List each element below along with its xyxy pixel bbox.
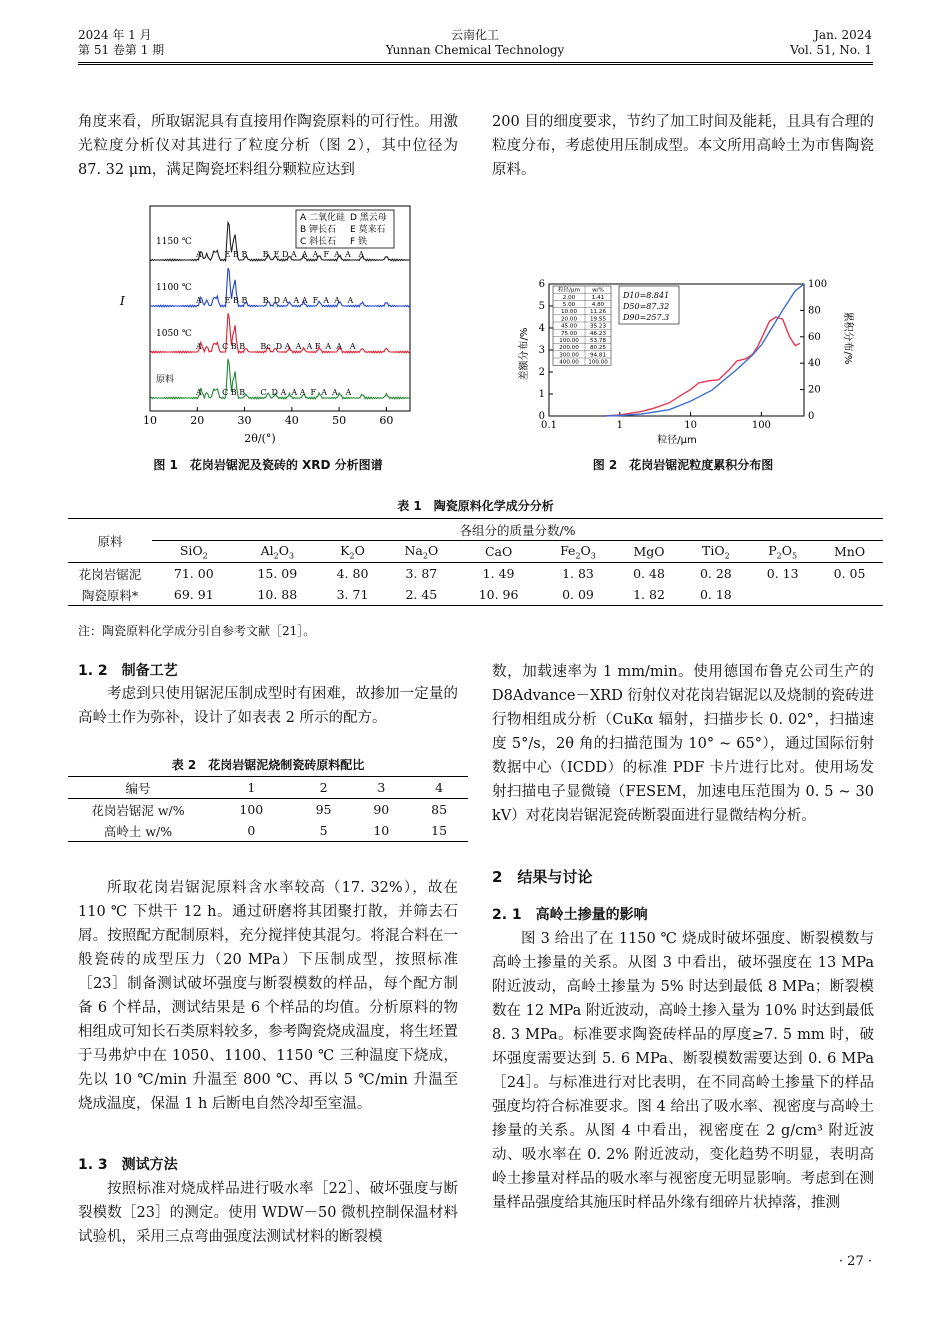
- header-left: [78, 28, 164, 58]
- legend-e: E 莫来石: [350, 225, 386, 235]
- d10-value: D10=8.841: [623, 291, 670, 300]
- table2-cell: 高岭土 w/%: [103, 823, 173, 839]
- xrd-xtick-label: 10: [143, 414, 157, 427]
- table-2-title: 表 2 花岗岩锯泥烧制瓷砖原料配比: [171, 758, 365, 772]
- xrd-xtick-label: 50: [332, 414, 347, 427]
- inset-cell: 粒径/μm: [557, 287, 581, 294]
- left-paragraph-2: 所取花岗岩锯泥原料含水率较高（17. 32%），故在 110 ℃ 下烘干 12 h。通过研磨将其团聚打散，并筛去石屑。按照配方配制原料，充分搅拌使其混匀。将混合料在一般瓷砖的成型压力（20 MPa）下压制成型，按照标准［23］制备测试破坏强度与断裂模数的样品，每个配方制备 6 个样品，测试结果是 6 个样品的均值。分析原料的物相组成可知长石类原料较多，参考陶瓷烧成温度，将生坯置于马弗炉中在 1050、1100、1150 ℃ 三种温度下烧成，先以 10 ℃/min 升温至 800 ℃、再以 5 ℃/min 升温至烧成温度，保温 1 h 后断电自然冷却至室温。: [78, 880, 458, 1112]
- d90-value: D90=257.3: [623, 313, 670, 322]
- table1-row: [68, 563, 883, 585]
- psd-ytick-right-label: 100: [808, 279, 828, 290]
- table1-row: [68, 584, 883, 606]
- psd-xtick-label: 0.1: [541, 420, 557, 431]
- table2-cell: 15: [431, 823, 448, 838]
- journal-title-en: Yunnan Chemical Technology: [385, 43, 565, 57]
- psd-ytick-right-label: 80: [808, 305, 821, 317]
- table1-cell: 10. 96: [478, 587, 519, 602]
- xrd-x-ticks: [143, 407, 393, 427]
- table1-column-header-row: [68, 541, 883, 563]
- inset-cell: 300.00: [559, 352, 579, 359]
- table1-column-header: CaO: [457, 541, 541, 563]
- table1-row-name: 花岗岩锯泥: [78, 566, 142, 582]
- inset-cell: 2.00: [562, 294, 576, 301]
- table1-cell: 1. 82: [633, 587, 665, 602]
- psd-inset-table: [553, 286, 611, 366]
- xrd-xtick-label: 40: [284, 414, 299, 427]
- table2-cell: 2: [295, 777, 353, 799]
- table2-cell: 10: [373, 823, 390, 838]
- header-right: [790, 28, 872, 58]
- table1-cell: 0. 18: [699, 587, 732, 602]
- legend-f: F 铁: [350, 237, 368, 247]
- table-1-note: 注：陶瓷原料化学成分引自参考文献［21］。: [78, 624, 316, 638]
- inset-cell: 11.26: [589, 309, 607, 316]
- psd-ytick-left-label: 4: [538, 323, 545, 334]
- table1-cell: 69. 91: [173, 587, 214, 602]
- table1-cell: 10. 88: [257, 587, 298, 602]
- inset-cell: w/%: [592, 287, 604, 294]
- header-center: [325, 28, 625, 58]
- table1-cell: [749, 584, 816, 606]
- xrd-legend: [296, 210, 394, 248]
- xrd-peak-labels: A E B B B E D A A A F A A A: [196, 250, 365, 259]
- psd-ytick-right-label: 40: [808, 358, 821, 370]
- inset-cell: 45.00: [560, 323, 578, 330]
- table2-cell: 3: [352, 777, 410, 799]
- section-1-3-heading: 1. 3 测试方法: [78, 1157, 178, 1173]
- table2-cell: 100: [239, 802, 264, 817]
- table1-column-header: $Al_2O_3$: [236, 541, 320, 563]
- psd-ytick-left-label: 5: [538, 301, 545, 312]
- figure-2-caption: 图 2 花岗岩锯泥粒度累积分布图: [592, 458, 774, 472]
- psd-ylabel-right: 累积分布/%: [842, 311, 853, 365]
- table1-column-header: $Na_2O$: [386, 541, 457, 563]
- inset-cell: 46.23: [589, 330, 607, 337]
- table2-row: [68, 799, 468, 821]
- table1-cell: 0. 48: [633, 566, 665, 581]
- table2-cell: 4: [410, 777, 468, 799]
- xrd-peak-labels: A C B B Bc D A A A F A A A: [196, 342, 356, 351]
- xrd-xlabel: 2θ/(°): [244, 432, 276, 445]
- header-rule: [78, 62, 873, 63]
- table2-cell: 1: [208, 777, 295, 799]
- table2-cell: 90: [373, 802, 390, 817]
- intro-left-paragraph: 角度来看，所取锯泥具有直接用作陶瓷原料的可行性。用激光粒度分析仪对其进行了粒度分析（图 2），其中位径为 87. 32 μm，满足陶瓷坯料组分颗粒应达到: [78, 114, 458, 178]
- inset-cell: 20.00: [560, 316, 578, 323]
- psd-ytick-left-label: 1: [538, 389, 545, 400]
- right-paragraph-1: 数，加载速率为 1 mm/min。使用德国布鲁克公司生产的 D8Advance－XRD 衍射仪对花岗岩锯泥以及烧制的瓷砖进行物相组成分析（CuKα 辐射，扫描步长 0. 02°，扫描速度 5°/s，2θ 角的扫描范围为 10° ~ 65°），通过国际衍射数据中心（ICDD）的标准 PDF 卡片进行比对。使用场发射扫描电子显微镜（FESEM，加速电压范围为 0. 5 ~ 30 kV）对花岗岩锯泥瓷砖断裂面进行显微结构分析。: [492, 664, 874, 824]
- table2-cell: 编号: [68, 777, 208, 799]
- table1-column-header: $Fe_2O_3$: [540, 541, 615, 563]
- psd-ytick-left-label: 6: [538, 279, 545, 290]
- table1-row-name: 陶瓷原料*: [81, 587, 139, 603]
- table1-cell: 1. 49: [482, 566, 515, 581]
- psd-ytick-left-label: 3: [538, 345, 545, 356]
- xrd-trace-label: 1100 ℃: [156, 283, 192, 293]
- figure-2-particle-size: [515, 278, 865, 448]
- inset-cell: 75.00: [560, 330, 578, 337]
- table2-cell: 5: [319, 823, 328, 838]
- section-2-1-paragraph: 图 3 给出了在 1150 ℃ 烧成时破坏强度、断裂模数与高岭土掺量的关系。从图 3 中看出，破坏强度在 13 MPa 附近波动，高岭土掺量为 5% 时达到最低 8 MPa；断裂模数在 12 MPa 附近波动，高岭土掺入量为 10% 时达到最低 8. 3 MPa。标准要求陶瓷砖样品的厚度≥7. 5 mm 时，破坏强度需要达到 5. 6 MPa、断裂模数需要达到 0. 6 MPa［24］。与标准进行对比表明，在不同高岭土掺量下的样品强度均符合标准要求。图 4 给出了吸水率、视密度与高岭土掺量的关系。从图 4 中看出，视密度在 2 g/cm³ 附近波动、吸水率在 0. 2% 附近波动，变化趋势不明显，表明高岭土掺量对样品的吸水率与视密度无明显影响。考虑到在测量样品强度给其施压时样品外缘有细碎片状掉落，推测: [492, 931, 874, 1211]
- inset-cell: 53.78: [589, 338, 607, 344]
- inset-cell: 10.00: [560, 309, 578, 316]
- xrd-trace-label: 原料: [156, 375, 175, 385]
- psd-ytick-left-label: 2: [538, 367, 545, 378]
- table1-cell: 1. 83: [562, 566, 594, 581]
- header-volume-en: Vol. 51, No. 1: [790, 43, 872, 57]
- inset-cell: 5.00: [562, 302, 576, 308]
- inset-cell: 100.00: [559, 338, 579, 344]
- table2-cell: 95: [315, 802, 332, 817]
- legend-b: B 钾长石: [300, 225, 337, 235]
- psd-ytick-right-label: 20: [808, 384, 821, 396]
- journal-title-cn: 云南化工: [450, 28, 499, 42]
- inset-cell: 80.25: [589, 345, 607, 352]
- table1-column-header: $K_2O$: [319, 541, 386, 563]
- inset-cell: 1.41: [591, 294, 605, 301]
- section-1-3-paragraph: 按照标准对烧成样品进行吸水率［22］、破坏强度与断裂模数［23］的测定。使用 WDW－50 微机控制保温材料试验机，采用三点弯曲强度法测试材料的断裂模: [78, 1181, 458, 1245]
- header-date: 2024 年 1 月: [78, 28, 152, 42]
- header-volume: 第 51 卷第 1 期: [78, 43, 165, 57]
- inset-cell: 4.80: [591, 302, 605, 308]
- header-rule-2: [78, 64, 873, 65]
- psd-ytick-left-label: 0: [538, 411, 545, 422]
- xrd-xtick-label: 30: [237, 414, 252, 427]
- table1-cell: [816, 584, 883, 606]
- table2-cell: 花岗岩锯泥 w/%: [91, 802, 185, 818]
- table1-cell: 3. 71: [336, 587, 369, 602]
- xrd-trace-label: 1050 ℃: [156, 329, 192, 339]
- xrd-xtick-label: 60: [379, 414, 394, 427]
- table1-cell: 4. 80: [336, 566, 369, 581]
- table1-cell: 15. 09: [257, 566, 298, 581]
- legend-c: C 斜长石: [300, 237, 337, 247]
- inset-cell: 400.00: [559, 359, 579, 366]
- table1-row-header: 原料: [68, 519, 152, 563]
- xrd-xtick-label: 20: [190, 414, 205, 427]
- psd-xtick-label: 10: [684, 420, 697, 431]
- table2-row: [68, 820, 468, 842]
- table1-cell: 71. 00: [173, 566, 214, 581]
- table-2: [68, 776, 468, 842]
- table1-column-header: MnO: [816, 541, 883, 563]
- inset-cell: 19.55: [589, 316, 607, 323]
- xrd-traces: [150, 223, 410, 399]
- inset-cell: 200.00: [559, 345, 579, 352]
- psd-xlabel: 粒径/μm: [657, 435, 697, 446]
- figure-1-caption: 图 1 花岗岩锯泥及瓷砖的 XRD 分析图谱: [153, 458, 383, 472]
- table1-cell: 3. 87: [405, 566, 438, 581]
- psd-chart: [515, 278, 865, 448]
- inset-cell: 35.23: [589, 323, 607, 330]
- table1-cell: 2. 45: [405, 587, 438, 602]
- section-2-heading: 2 结果与讨论: [492, 868, 593, 886]
- legend-d: D 黑云母: [350, 213, 387, 223]
- inset-cell: 100.00: [588, 359, 608, 366]
- section-2-1-heading: 2. 1 高岭土掺量的影响: [492, 907, 648, 923]
- table-1-title: 表 1 陶瓷原料化学成分分析: [397, 499, 554, 513]
- page-number: · 27 ·: [838, 1254, 872, 1269]
- table2-cell: 85: [431, 802, 448, 817]
- xrd-peak-labels: A C B B C D A A A F A A A: [196, 388, 352, 397]
- inset-cell: 94.81: [589, 352, 607, 359]
- figure-1-xrd: [100, 200, 420, 450]
- table1-column-header: MgO: [616, 541, 683, 563]
- psd-xtick-label: 1: [616, 420, 623, 431]
- xrd-chart: [100, 200, 420, 450]
- legend-a: A 二氧化硅: [300, 213, 346, 223]
- psd-xtick-label: 100: [751, 420, 771, 431]
- section-1-2-paragraph: 考虑到只使用锯泥压制成型时有困难，故掺加一定量的高岭土作为弥补，设计了如表表 2 所示的配方。: [78, 686, 458, 726]
- psd-d-values: [619, 286, 679, 324]
- header-date-en: Jan. 2024: [814, 28, 872, 42]
- psd-ytick-right-label: 60: [808, 331, 821, 343]
- psd-ylabel-left: 差额分布/%: [519, 327, 530, 381]
- xrd-peak-labels: A E B B B D A A A F A A A: [196, 296, 354, 305]
- table1-cell: 0. 05: [833, 566, 866, 581]
- intro-right-paragraph: 200 目的细度要求，节约了加工时间及能耗，且具有合理的粒度分布，考虑使用压制成型。本文所用高岭土为市售陶瓷原料。: [492, 114, 874, 178]
- table-1: [68, 518, 883, 606]
- xrd-ylabel: I: [120, 294, 125, 308]
- psd-series-line: [604, 317, 800, 416]
- table1-cell: 0. 28: [699, 566, 732, 581]
- section-1-2-heading: 1. 2 制备工艺: [78, 663, 178, 679]
- table1-column-header: SiO$_2$: [152, 541, 236, 563]
- table1-cell: 0. 13: [766, 566, 799, 581]
- psd-ytick-right-label: 0: [808, 411, 815, 422]
- table2-header-row: [68, 777, 468, 799]
- d50-value: D50=87.32: [623, 302, 670, 311]
- table2-cell: 0: [247, 823, 256, 838]
- xrd-trace-label: 1150 ℃: [156, 237, 192, 247]
- table1-column-header: TiO$_2$: [682, 541, 749, 563]
- table1-column-header: $P_2O_5$: [749, 541, 816, 563]
- table1-span-header: 各组分的质量分数/%: [152, 519, 883, 541]
- table1-cell: 0. 09: [562, 587, 594, 602]
